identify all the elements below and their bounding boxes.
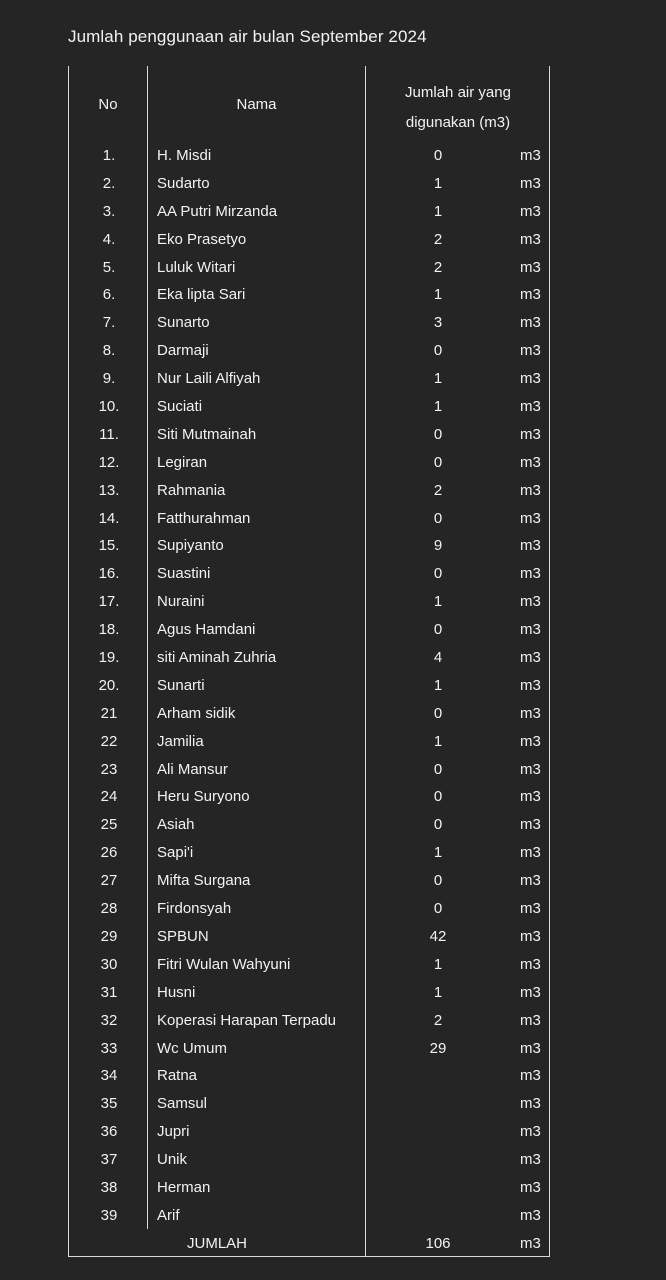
row-unit: m3 [520,398,541,416]
row-usage-value: 2 [433,230,443,248]
row-number: 2. [102,174,116,192]
row-usage-value: 0 [433,565,443,583]
row-number: 25 [100,816,118,834]
table-row [0,896,666,924]
row-name: Nur Laili Alfiyah [157,370,261,388]
row-usage-value: 1 [433,398,443,416]
total-unit: m3 [520,1235,541,1252]
table-row [0,171,666,199]
row-usage-value: 1 [433,983,443,1001]
row-number: 12. [98,453,120,471]
row-usage-value: 1 [433,370,443,388]
table-row [0,310,666,338]
row-unit: m3 [520,1039,541,1057]
row-number: 16. [98,565,120,583]
row-unit: m3 [520,174,541,192]
row-name: Husni [157,983,196,1001]
table-row [0,1008,666,1036]
row-number: 11. [99,425,119,443]
row-usage-value: 0 [433,342,443,360]
row-unit: m3 [520,230,541,248]
table-row [0,952,666,980]
row-usage-value: 1 [433,676,443,694]
table-border-bottom [68,1256,550,1257]
row-usage-value: 0 [433,425,443,443]
table-row [0,980,666,1008]
row-name: Firdonsyah [157,900,232,918]
table-row [0,478,666,506]
row-unit: m3 [520,872,541,890]
row-name: Unik [157,1151,188,1169]
row-name: Fatthurahman [157,509,251,527]
row-number: 32 [100,1011,118,1029]
row-number: 18. [98,621,120,639]
row-number: 9. [102,370,116,388]
table-row [0,924,666,952]
row-unit: m3 [520,258,541,276]
row-number: 38 [100,1178,118,1196]
table-row [0,589,666,617]
row-number: 30 [100,955,118,973]
row-usage-value: 0 [433,147,443,164]
header-usage-line1: Jumlah air yang [405,84,511,101]
row-number: 6. [102,286,116,304]
row-number: 27 [100,872,118,890]
row-number: 21 [100,704,118,722]
row-unit: m3 [520,1151,541,1169]
row-number: 19. [98,649,120,667]
row-name: Agus Hamdani [157,621,256,639]
row-number: 15. [98,537,120,555]
table-row [0,784,666,812]
row-unit: m3 [520,927,541,945]
row-number: 29 [100,927,118,945]
row-unit: m3 [520,425,541,443]
row-usage-value: 4 [433,649,443,667]
row-number: 8. [102,342,116,360]
row-name: H. Misdi [157,147,212,164]
row-name: SPBUN [157,927,209,945]
row-unit: m3 [520,732,541,750]
table-row [0,645,666,673]
row-unit: m3 [520,983,541,1001]
table-row [0,450,666,478]
table-row [0,757,666,785]
table-row [0,143,666,171]
row-usage-value: 0 [433,816,443,834]
table-row [0,729,666,757]
row-name: Rahmania [157,481,226,499]
row-name: Mifta Surgana [157,872,251,890]
table-row [0,701,666,729]
row-unit: m3 [520,1095,541,1113]
row-unit: m3 [520,286,541,304]
row-number: 35 [100,1095,118,1113]
row-unit: m3 [520,1011,541,1029]
row-number: 14. [98,509,120,527]
header-name: Nama [236,96,277,113]
row-usage-value: 2 [433,1011,443,1029]
row-name: Sunarti [157,676,205,694]
row-number: 34 [100,1067,118,1085]
row-unit: m3 [520,816,541,834]
row-number: 17. [98,593,120,611]
table-row [0,227,666,255]
row-usage-value: 2 [433,258,443,276]
row-number: 1. [102,147,116,164]
row-unit: m3 [520,453,541,471]
row-usage-value: 1 [433,955,443,973]
row-usage-value: 1 [433,732,443,750]
row-usage-value: 0 [433,453,443,471]
row-usage-value: 1 [433,174,443,192]
row-unit: m3 [520,147,541,164]
row-name: Wc Umum [157,1039,227,1057]
row-number: 28 [100,900,118,918]
row-name: Legiran [157,453,208,471]
table-row [0,812,666,840]
row-usage-value: 1 [433,593,443,611]
row-name: Heru Suryono [157,788,250,806]
row-name: Sunarto [157,314,210,332]
row-name: Sapi'i [157,844,194,862]
row-number: 24 [100,788,118,806]
row-usage-value: 29 [429,1039,447,1057]
row-usage-value: 0 [433,621,443,639]
row-unit: m3 [520,481,541,499]
row-name: Darmaji [157,342,209,360]
row-number: 13. [98,481,120,499]
row-unit: m3 [520,900,541,918]
page-title: Jumlah penggunaan air bulan September 2024 [68,27,427,46]
row-usage-value: 0 [433,872,443,890]
row-unit: m3 [520,760,541,778]
row-usage-value: 9 [433,537,443,555]
row-name: Koperasi Harapan Terpadu [157,1011,337,1029]
row-name: AA Putri Mirzanda [157,202,278,220]
row-usage-value: 2 [433,481,443,499]
row-number: 23 [100,760,118,778]
row-unit: m3 [520,1123,541,1141]
table-row [0,366,666,394]
header-no: No [98,96,118,113]
row-name: Ali Mansur [157,760,228,778]
table-row [0,506,666,534]
row-unit: m3 [520,621,541,639]
row-unit: m3 [520,1206,541,1224]
total-value: 106 [425,1235,451,1252]
row-usage-value: 0 [433,788,443,806]
table-row [0,422,666,450]
row-number: 22 [100,732,118,750]
row-name: siti Aminah Zuhria [157,649,277,667]
row-usage-value: 42 [429,927,447,945]
row-usage-value: 3 [433,314,443,332]
table-row [0,1175,666,1203]
row-number: 36 [100,1123,118,1141]
row-usage-value: 1 [433,202,443,220]
table-row [0,1036,666,1064]
row-unit: m3 [520,844,541,862]
row-number: 20. [98,676,120,694]
row-unit: m3 [520,370,541,388]
row-name: Eka lipta Sari [157,286,246,304]
row-usage-value: 0 [433,509,443,527]
total-label: JUMLAH [187,1235,248,1252]
table-row [0,1063,666,1091]
row-name: Asiah [157,816,195,834]
row-name: Nuraini [157,593,205,611]
table-row [0,1119,666,1147]
row-name: Suciati [157,398,203,416]
table-row [0,673,666,701]
row-unit: m3 [520,509,541,527]
row-name: Siti Mutmainah [157,425,257,443]
row-unit: m3 [520,704,541,722]
table-row [0,394,666,422]
row-unit: m3 [520,1178,541,1196]
row-name: Fitri Wulan Wahyuni [157,955,291,973]
table-row [0,199,666,227]
header-usage [366,80,550,136]
table-row [0,533,666,561]
row-unit: m3 [520,788,541,806]
row-unit: m3 [520,537,541,555]
row-name: Ratna [157,1067,198,1085]
table-row [0,282,666,310]
table-row [0,255,666,283]
row-unit: m3 [520,649,541,667]
row-name: Herman [157,1178,211,1196]
row-unit: m3 [520,676,541,694]
table-row [0,1091,666,1119]
row-name: Supiyanto [157,537,224,555]
row-number: 5. [102,258,116,276]
row-usage-value: 0 [433,760,443,778]
row-number: 37 [100,1151,118,1169]
row-unit: m3 [520,342,541,360]
row-unit: m3 [520,1067,541,1085]
row-name: Samsul [157,1095,208,1113]
row-unit: m3 [520,593,541,611]
row-unit: m3 [520,314,541,332]
table-row [0,617,666,645]
row-name: Arham sidik [157,704,236,722]
row-name: Sudarto [157,174,210,192]
row-number: 39 [100,1206,118,1224]
row-usage-value: 1 [433,844,443,862]
row-number: 33 [100,1039,118,1057]
header-usage-line2: digunakan (m3) [405,114,511,131]
row-unit: m3 [520,202,541,220]
table-row [0,1147,666,1175]
table-row [0,338,666,366]
row-number: 31 [100,983,118,1001]
row-number: 7. [102,314,116,332]
row-number: 26 [100,844,118,862]
row-unit: m3 [520,565,541,583]
row-number: 4. [102,230,116,248]
table-row [0,561,666,589]
row-unit: m3 [520,955,541,973]
row-name: Jupri [157,1123,190,1141]
row-usage-value: 0 [433,900,443,918]
row-usage-value: 1 [433,286,443,304]
row-number: 10. [98,398,120,416]
table-row [0,868,666,896]
table-row [0,1203,666,1231]
row-name: Suastini [157,565,211,583]
table-body [0,143,666,1231]
row-usage-value: 0 [433,704,443,722]
row-number: 3. [102,202,116,220]
total-row [0,1235,666,1255]
row-name: Arif [157,1206,180,1224]
table-row [0,840,666,868]
row-name: Eko Prasetyo [157,230,247,248]
row-name: Jamilia [157,732,204,750]
row-name: Luluk Witari [157,258,236,276]
